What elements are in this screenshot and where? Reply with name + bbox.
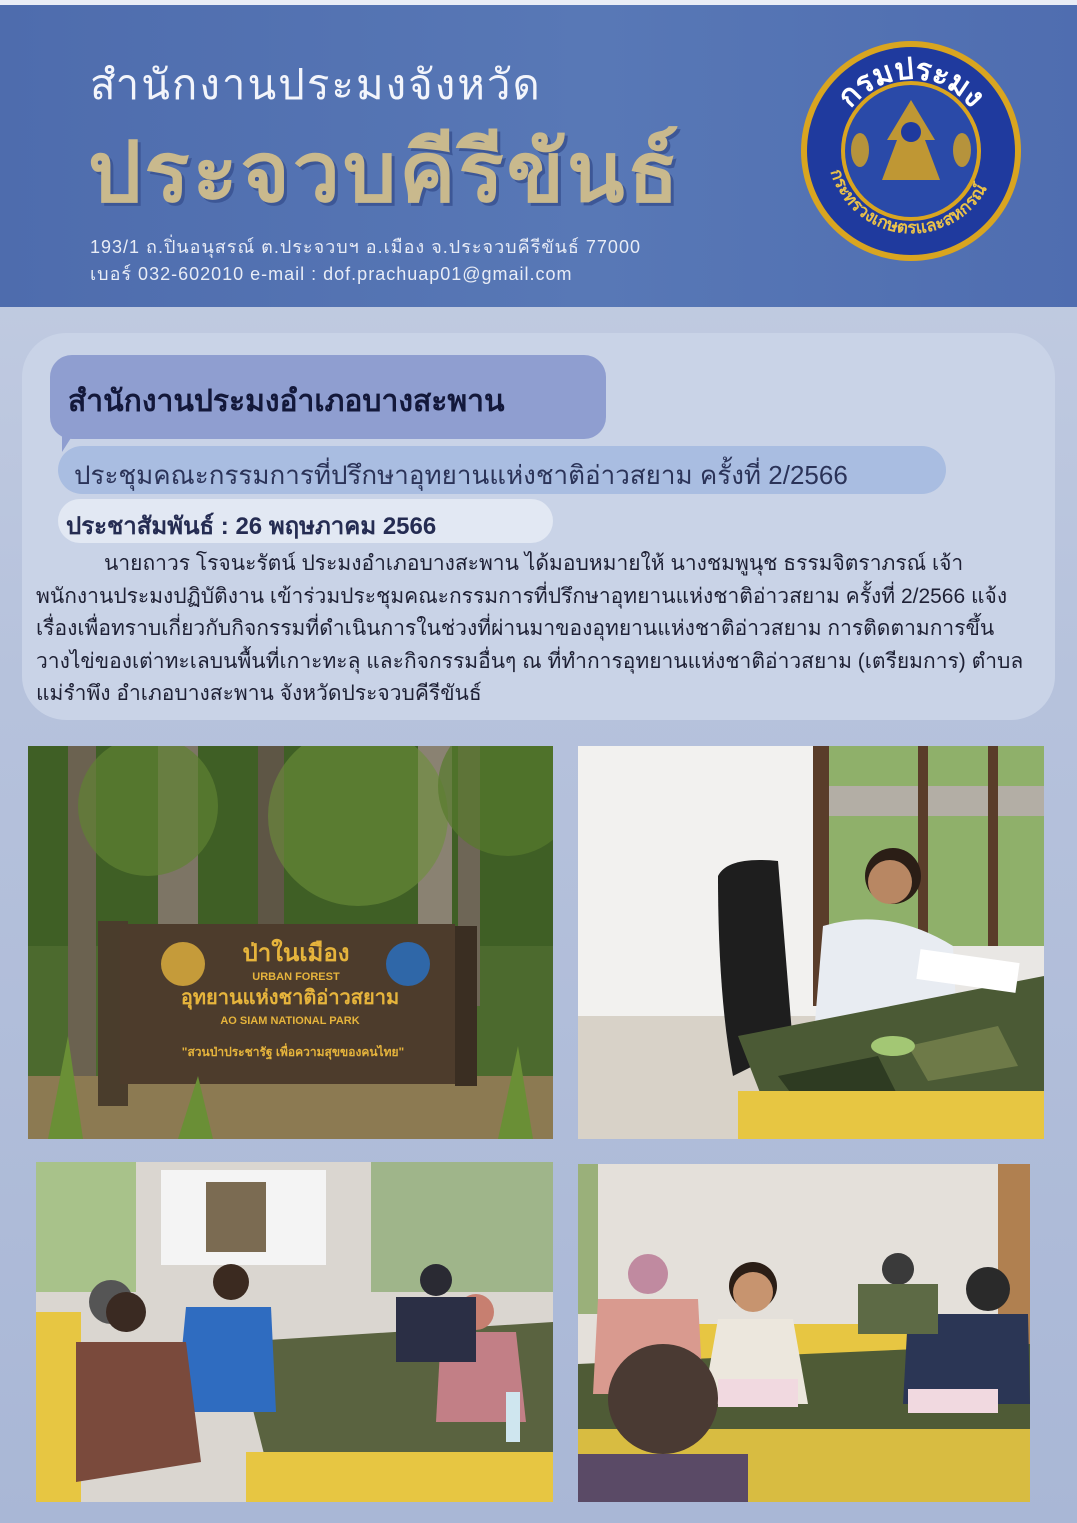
district-office-title: สำนักงานประมงอำเภอบางสะพาน: [68, 385, 505, 418]
photo-meeting-room: [36, 1162, 553, 1502]
seal-text-bottom: กระทรวงเกษตรและสหกรณ์: [825, 166, 992, 239]
office-title: สำนักงานประมงจังหวัด: [90, 61, 542, 108]
seal-text-top: กรมประมง: [830, 51, 992, 115]
contact-line: เบอร์ 032-602010 e-mail : dof.prachuap01@gmail.com: [90, 264, 573, 284]
address-line: 193/1 ถ.ปิ่นอนุสรณ์ ต.ประจวบฯ อ.เมือง จ.ประจวบคีรีขันธ์ 77000: [90, 237, 641, 257]
pr-date: ประชาสัมพันธ์ : 26 พฤษภาคม 2566: [66, 513, 437, 540]
sign-line2: URBAN FOREST: [252, 971, 340, 983]
photo-park-sign: [28, 746, 553, 1139]
meeting-title: ประชุมคณะกรรมการที่ปรึกษาอุทยานแห่งชาติอ่าวสยาม ครั้งที่ 2/2566: [74, 460, 848, 490]
sign-line1: ป่าในเมือง: [242, 940, 350, 967]
article-body: นายถาวร โรจนะรัตน์ ประมงอำเภอบางสะพาน ได้มอบหมายให้ นางชมพูนุช ธรรมจิตราภรณ์ เจ้าพนักงานประมงปฏิบัติงาน เข้าร่วมประชุมคณะกรรมการที่ปรึกษาอุทยานแห่งชาติอ่าวสยาม ครั้งที่ 2/2566 แจ้งเรื่องเพื่อทราบเกี่ยวกับกิจกรรมที่ดำเนินการในช่วงที่ผ่านมาของอุทยานแห่งชาติอ่าวสยาม การติดตามการขึ้นวางไข่ของเต่าทะเลบนพื้นที่เกาะทะลุ และกิจกรรมอื่นๆ ณ ที่ทำการอุทยานแห่งชาติอ่าวสยาม (เตรียมการ) ตำบลแม่รำพึง อำเภอบางสะพาน จังหวัดประจวบคีรีขันธ์: [36, 552, 1024, 706]
sign-line5: "สวนป่าประชารัฐ เพื่อความสุขของคนไทย": [181, 1045, 405, 1059]
sign-line3: อุทยานแห่งชาติอ่าวสยาม: [180, 987, 400, 1009]
photo-officials-panel: [578, 1164, 1030, 1502]
department-of-fisheries-seal: [800, 40, 1022, 262]
sign-line4: AO SIAM NATIONAL PARK: [220, 1015, 360, 1027]
photo-chairman: [578, 746, 1044, 1139]
province-title: ประจวบคีรีขันธ์: [88, 125, 682, 219]
